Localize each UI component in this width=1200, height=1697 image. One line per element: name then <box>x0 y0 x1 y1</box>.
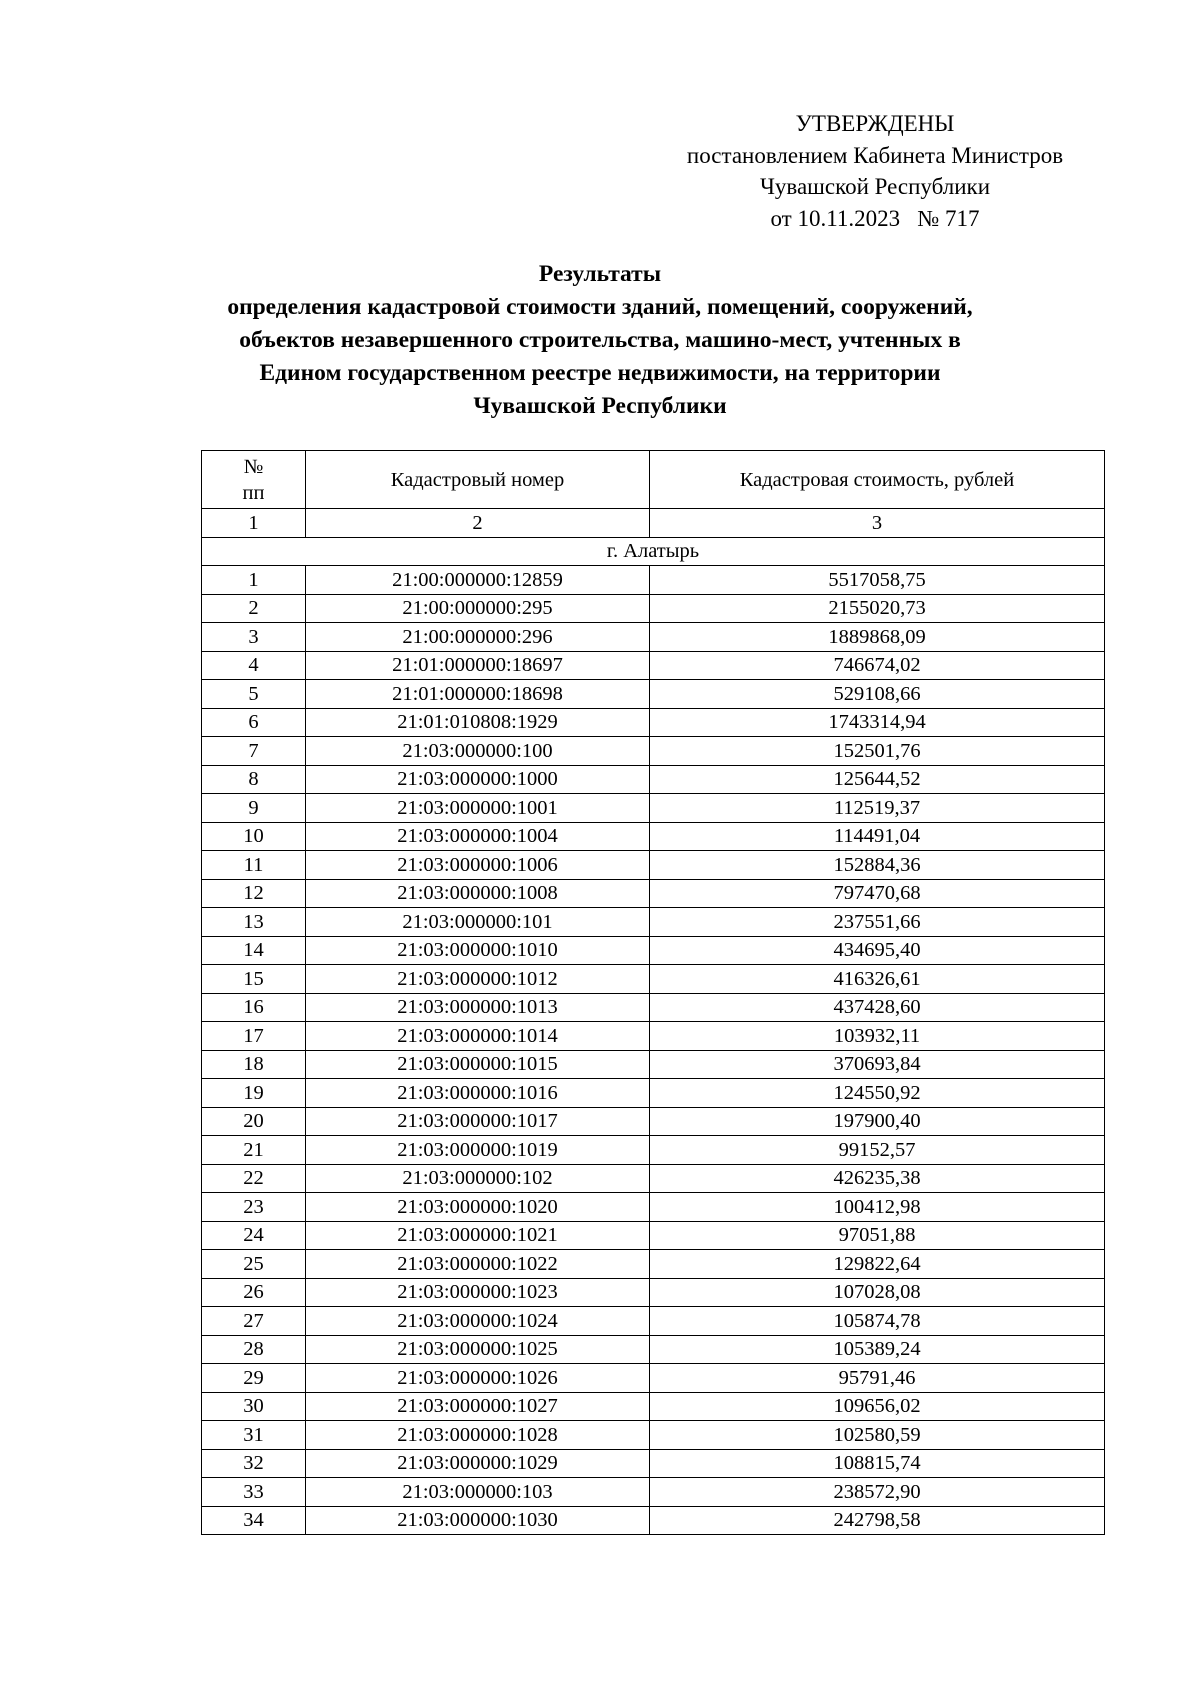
table-row <box>202 1136 1105 1165</box>
table-row <box>202 908 1105 937</box>
table-row <box>202 936 1105 965</box>
row-number-cell: 11 <box>202 851 306 880</box>
row-number-cell: 32 <box>202 1449 306 1478</box>
title-line-5: Чувашской Республики <box>473 393 727 419</box>
title-line-2: определения кадастровой стоимости зданий, помещений, сооружений, <box>227 294 973 320</box>
cadastral-cost-cell: 1743314,94 <box>650 708 1105 737</box>
section-city: г. Алатырь <box>202 537 1105 566</box>
cadastral-number-cell: 21:03:000000:1024 <box>306 1307 650 1336</box>
cadastral-cost-cell: 1889868,09 <box>650 623 1105 652</box>
cadastral-cost-cell: 112519,37 <box>650 794 1105 823</box>
table-row <box>202 765 1105 794</box>
cadastral-cost-cell: 238572,90 <box>650 1478 1105 1507</box>
row-number-cell: 13 <box>202 908 306 937</box>
approval-block <box>640 108 1110 234</box>
cadastral-cost-cell: 100412,98 <box>650 1193 1105 1222</box>
cadastral-cost-cell: 242798,58 <box>650 1506 1105 1535</box>
table-row <box>202 993 1105 1022</box>
header-number-sign: № <box>243 455 264 478</box>
cadastral-cost-cell: 97051,88 <box>650 1221 1105 1250</box>
cadastral-number-cell: 21:03:000000:1010 <box>306 936 650 965</box>
row-number-cell: 15 <box>202 965 306 994</box>
cadastral-cost-cell: 370693,84 <box>650 1050 1105 1079</box>
column-number-2: 2 <box>306 509 650 538</box>
row-number-cell: 19 <box>202 1079 306 1108</box>
cadastral-number-cell: 21:03:000000:1028 <box>306 1421 650 1450</box>
cadastral-number-cell: 21:00:000000:295 <box>306 594 650 623</box>
cadastral-cost-cell: 99152,57 <box>650 1136 1105 1165</box>
row-number-cell: 16 <box>202 993 306 1022</box>
column-number-3: 3 <box>650 509 1105 538</box>
row-number-cell: 2 <box>202 594 306 623</box>
title-line-3: объектов незавершенного строительства, машино-мест, учтенных в <box>239 327 961 353</box>
cadastral-number-cell: 21:03:000000:1022 <box>306 1250 650 1279</box>
cadastral-value-table <box>201 450 1105 1535</box>
row-number-cell: 30 <box>202 1392 306 1421</box>
table-row <box>202 1022 1105 1051</box>
cadastral-number-cell: 21:03:000000:1001 <box>306 794 650 823</box>
table-row <box>202 1193 1105 1222</box>
cadastral-number-cell: 21:03:000000:1013 <box>306 993 650 1022</box>
approval-region: Чувашской Республики <box>759 174 991 199</box>
cadastral-cost-cell: 129822,64 <box>650 1250 1105 1279</box>
table-row <box>202 1050 1105 1079</box>
cadastral-cost-cell: 5517058,75 <box>650 566 1105 595</box>
row-number-cell: 21 <box>202 1136 306 1165</box>
row-number-cell: 18 <box>202 1050 306 1079</box>
row-number-cell: 10 <box>202 822 306 851</box>
cadastral-cost-cell: 529108,66 <box>650 680 1105 709</box>
row-number-cell: 4 <box>202 651 306 680</box>
cadastral-cost-cell: 103932,11 <box>650 1022 1105 1051</box>
cadastral-cost-cell: 107028,08 <box>650 1278 1105 1307</box>
row-number-cell: 23 <box>202 1193 306 1222</box>
cadastral-number-cell: 21:03:000000:1017 <box>306 1107 650 1136</box>
cadastral-number-cell: 21:01:010808:1929 <box>306 708 650 737</box>
row-number-cell: 5 <box>202 680 306 709</box>
table-row <box>202 794 1105 823</box>
cadastral-number-cell: 21:03:000000:1015 <box>306 1050 650 1079</box>
row-number-cell: 33 <box>202 1478 306 1507</box>
table-row <box>202 1221 1105 1250</box>
row-number-cell: 8 <box>202 765 306 794</box>
table-row <box>202 1307 1105 1336</box>
table-row <box>202 1278 1105 1307</box>
cadastral-cost-cell: 434695,40 <box>650 936 1105 965</box>
cadastral-number-cell: 21:03:000000:1029 <box>306 1449 650 1478</box>
cadastral-number-cell: 21:03:000000:101 <box>306 908 650 937</box>
table-row <box>202 851 1105 880</box>
row-number-cell: 22 <box>202 1164 306 1193</box>
row-number-cell: 24 <box>202 1221 306 1250</box>
cadastral-number-cell: 21:03:000000:1008 <box>306 879 650 908</box>
row-number-cell: 3 <box>202 623 306 652</box>
cadastral-cost-cell: 108815,74 <box>650 1449 1105 1478</box>
cadastral-cost-cell: 152501,76 <box>650 737 1105 766</box>
header-cadastral-cost: Кадастровая стоимость, рублей <box>650 451 1105 509</box>
row-number-cell: 29 <box>202 1364 306 1393</box>
approval-heading: УТВЕРЖДЕНЫ <box>795 111 955 136</box>
cadastral-number-cell: 21:03:000000:1020 <box>306 1193 650 1222</box>
table-row <box>202 1250 1105 1279</box>
table-row <box>202 1079 1105 1108</box>
title-line-4: Едином государственном реестре недвижимости, на территории <box>259 360 941 386</box>
cadastral-cost-cell: 105389,24 <box>650 1335 1105 1364</box>
row-number-cell: 25 <box>202 1250 306 1279</box>
title-line-1: Результаты <box>538 261 662 287</box>
table-row <box>202 1449 1105 1478</box>
cadastral-number-cell: 21:03:000000:1027 <box>306 1392 650 1421</box>
cadastral-cost-cell: 746674,02 <box>650 651 1105 680</box>
table-row <box>202 651 1105 680</box>
approval-date-number: от 10.11.2023 № 717 <box>770 205 980 231</box>
cadastral-number-cell: 21:03:000000:103 <box>306 1478 650 1507</box>
table-row <box>202 1392 1105 1421</box>
table-header-row <box>202 451 1105 509</box>
cadastral-cost-cell: 797470,68 <box>650 879 1105 908</box>
table-row <box>202 566 1105 595</box>
row-number-cell: 27 <box>202 1307 306 1336</box>
document-title <box>170 258 1030 423</box>
row-number-cell: 6 <box>202 708 306 737</box>
column-numbers-row <box>202 509 1105 538</box>
row-number-cell: 34 <box>202 1506 306 1535</box>
cadastral-cost-cell: 105874,78 <box>650 1307 1105 1336</box>
table-row <box>202 1335 1105 1364</box>
table-row <box>202 822 1105 851</box>
row-number-cell: 26 <box>202 1278 306 1307</box>
cadastral-number-cell: 21:03:000000:100 <box>306 737 650 766</box>
cadastral-cost-cell: 125644,52 <box>650 765 1105 794</box>
cadastral-number-cell: 21:03:000000:1004 <box>306 822 650 851</box>
row-number-cell: 7 <box>202 737 306 766</box>
cadastral-number-cell: 21:03:000000:102 <box>306 1164 650 1193</box>
row-number-cell: 12 <box>202 879 306 908</box>
row-number-cell: 28 <box>202 1335 306 1364</box>
header-pp: пп <box>242 481 265 504</box>
cadastral-cost-cell: 237551,66 <box>650 908 1105 937</box>
table-row <box>202 1107 1105 1136</box>
cadastral-number-cell: 21:03:000000:1025 <box>306 1335 650 1364</box>
row-number-cell: 14 <box>202 936 306 965</box>
cadastral-cost-cell: 437428,60 <box>650 993 1105 1022</box>
header-row-number <box>202 451 306 509</box>
table-row <box>202 708 1105 737</box>
cadastral-number-cell: 21:01:000000:18697 <box>306 651 650 680</box>
table-row <box>202 965 1105 994</box>
cadastral-cost-cell: 109656,02 <box>650 1392 1105 1421</box>
cadastral-cost-cell: 95791,46 <box>650 1364 1105 1393</box>
cadastral-cost-cell: 152884,36 <box>650 851 1105 880</box>
table-row <box>202 594 1105 623</box>
cadastral-cost-cell: 114491,04 <box>650 822 1105 851</box>
cadastral-cost-cell: 426235,38 <box>650 1164 1105 1193</box>
table-row <box>202 1506 1105 1535</box>
section-row <box>202 537 1105 566</box>
cadastral-cost-cell: 197900,40 <box>650 1107 1105 1136</box>
cadastral-cost-cell: 2155020,73 <box>650 594 1105 623</box>
cadastral-number-cell: 21:03:000000:1014 <box>306 1022 650 1051</box>
cadastral-number-cell: 21:00:000000:296 <box>306 623 650 652</box>
cadastral-number-cell: 21:03:000000:1012 <box>306 965 650 994</box>
table-row <box>202 1364 1105 1393</box>
header-cadastral-number: Кадастровый номер <box>306 451 650 509</box>
row-number-cell: 20 <box>202 1107 306 1136</box>
row-number-cell: 1 <box>202 566 306 595</box>
row-number-cell: 9 <box>202 794 306 823</box>
table-row <box>202 1421 1105 1450</box>
cadastral-number-cell: 21:03:000000:1006 <box>306 851 650 880</box>
table-row <box>202 879 1105 908</box>
cadastral-cost-cell: 124550,92 <box>650 1079 1105 1108</box>
cadastral-number-cell: 21:03:000000:1026 <box>306 1364 650 1393</box>
cadastral-number-cell: 21:03:000000:1021 <box>306 1221 650 1250</box>
table-row <box>202 1164 1105 1193</box>
table-row <box>202 680 1105 709</box>
approval-authority: постановлением Кабинета Министров <box>686 142 1064 168</box>
cadastral-number-cell: 21:03:000000:1016 <box>306 1079 650 1108</box>
table-row <box>202 1478 1105 1507</box>
cadastral-number-cell: 21:03:000000:1030 <box>306 1506 650 1535</box>
row-number-cell: 31 <box>202 1421 306 1450</box>
cadastral-number-cell: 21:01:000000:18698 <box>306 680 650 709</box>
cadastral-number-cell: 21:03:000000:1023 <box>306 1278 650 1307</box>
cadastral-number-cell: 21:03:000000:1000 <box>306 765 650 794</box>
cadastral-number-cell: 21:03:000000:1019 <box>306 1136 650 1165</box>
cadastral-cost-cell: 102580,59 <box>650 1421 1105 1450</box>
cadastral-number-cell: 21:00:000000:12859 <box>306 566 650 595</box>
column-number-1: 1 <box>202 509 306 538</box>
table-row <box>202 737 1105 766</box>
cadastral-cost-cell: 416326,61 <box>650 965 1105 994</box>
row-number-cell: 17 <box>202 1022 306 1051</box>
table-row <box>202 623 1105 652</box>
